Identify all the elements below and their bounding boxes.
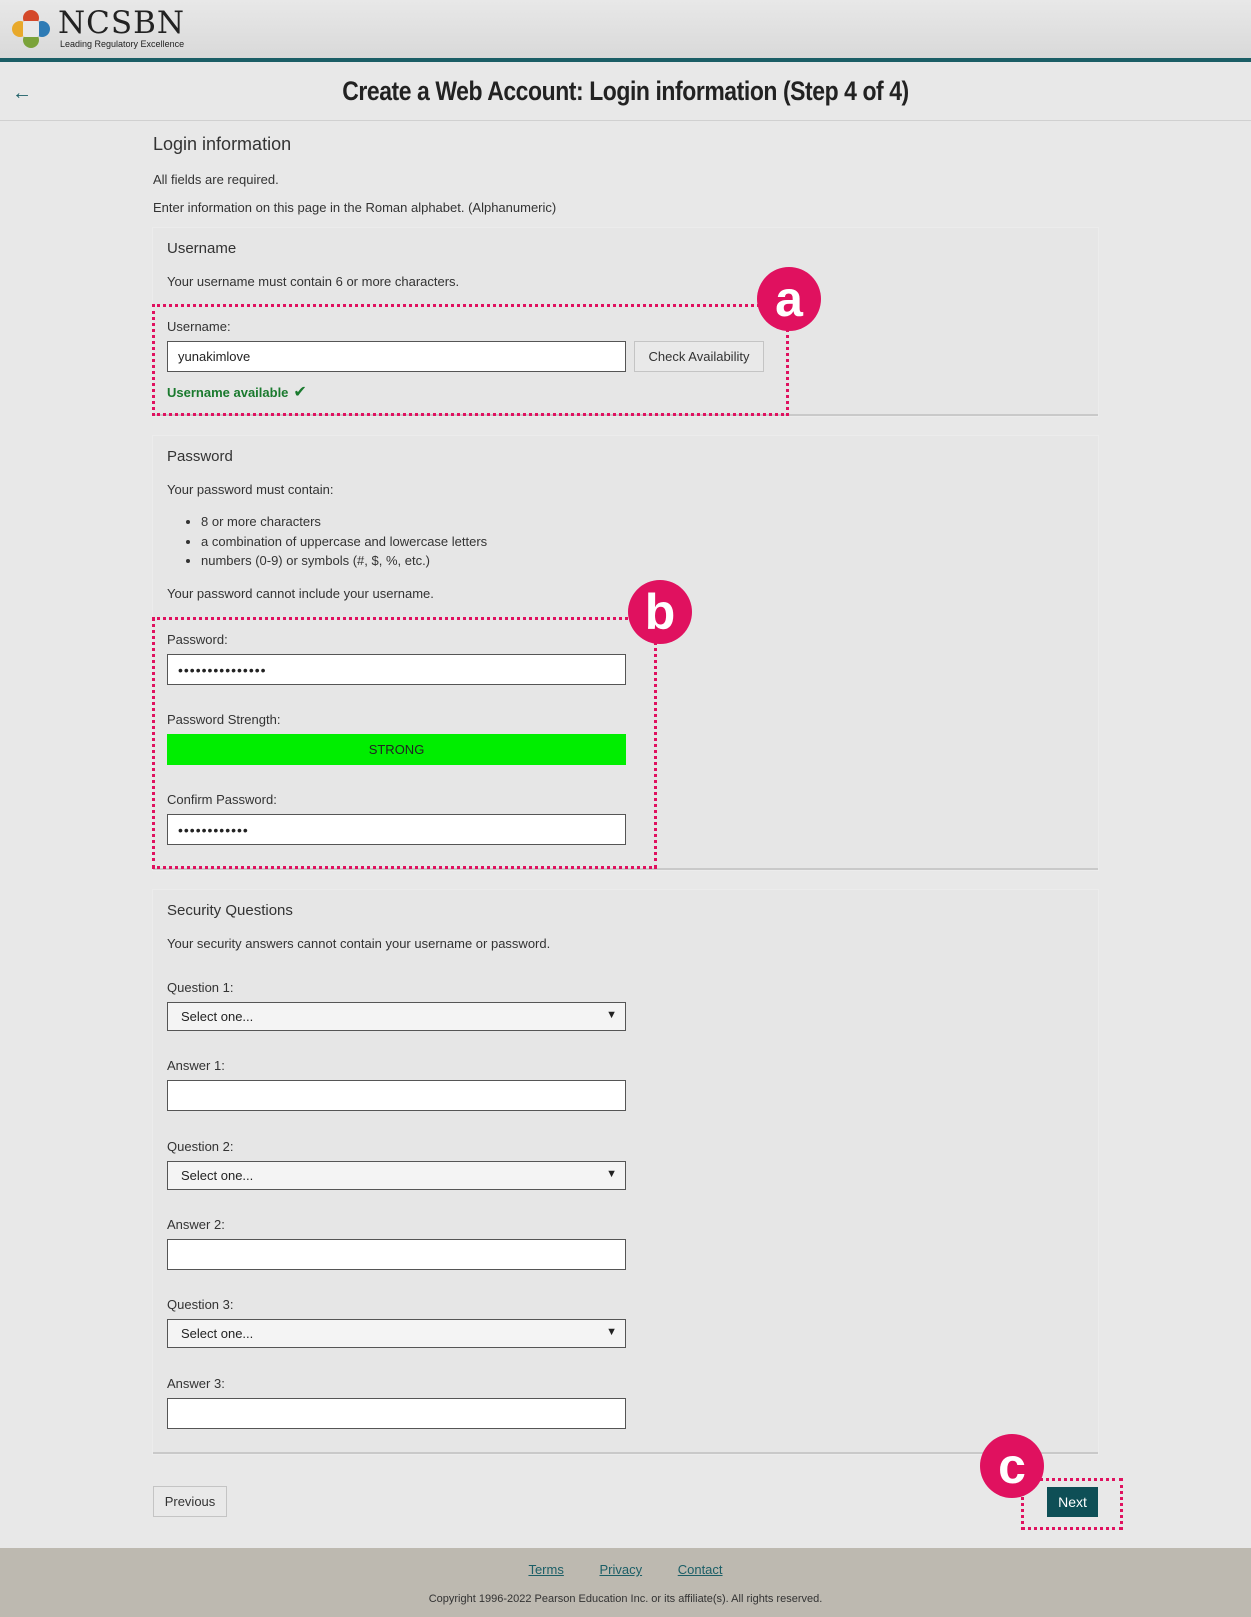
checkmark-icon: ✔ [293, 384, 307, 401]
question-3-select[interactable] [167, 1319, 626, 1348]
answer-2-input[interactable] [167, 1239, 626, 1270]
footer [0, 1548, 1251, 1617]
next-button[interactable]: Next [1047, 1487, 1098, 1517]
intro-section [153, 134, 557, 215]
contact-link[interactable]: Contact [677, 1562, 723, 1577]
section-title: Login information [153, 134, 292, 154]
answer-1-input[interactable] [167, 1080, 626, 1111]
question-1-label: Question 1: [167, 980, 234, 995]
list-item: • a combination of uppercase and lowercase letters [201, 534, 487, 554]
alphabet-note: Enter information on this page in the Roman alphabet. (Alphanumeric) [153, 200, 557, 215]
list-item: • 8 or more characters [201, 514, 487, 534]
answer-1-label: Answer 1: [167, 1058, 225, 1073]
previous-button[interactable]: Previous [153, 1486, 227, 1517]
annotation-badge-c: c [980, 1434, 1044, 1498]
answer-3-label: Answer 3: [167, 1376, 225, 1391]
username-title: Username [167, 240, 237, 257]
security-questions-card [153, 890, 1098, 1454]
footer-links [0, 1562, 1251, 1577]
password-strength-label: Password Strength: [167, 712, 281, 727]
arrow-left-icon[interactable]: ← [12, 82, 32, 104]
question-1-select[interactable] [167, 1002, 626, 1031]
annotation-box-b [152, 617, 657, 869]
question-1-value: Select one... [181, 1009, 254, 1024]
password-input[interactable]: ••••••••••••••• [167, 654, 626, 685]
logo-tagline: Leading Regulatory Excellence [60, 39, 185, 49]
question-2-value: Select one... [181, 1168, 254, 1183]
copyright-text: Copyright 1996-2022 Pearson Education Inc. or its affiliate(s). All rights reserved. [428, 1593, 823, 1605]
answer-3-input[interactable] [167, 1398, 626, 1429]
logo-name: NCSBN [58, 5, 185, 41]
confirm-password-input[interactable]: •••••••••••• [167, 814, 626, 845]
ncsbn-logo[interactable] [12, 5, 185, 49]
username-status-text: Username available [167, 384, 289, 400]
security-note: Your security answers cannot contain your username or password. [167, 936, 551, 951]
username-rule: Your username must contain 6 or more characters. [167, 274, 460, 289]
terms-link[interactable]: Terms [528, 1562, 564, 1577]
logo-mark-icon [12, 10, 50, 48]
question-2-select[interactable] [167, 1161, 626, 1190]
answer-2-label: Answer 2: [167, 1217, 225, 1232]
password-exclusion-note: Your password cannot include your username. [167, 586, 434, 601]
password-rules-list [201, 514, 487, 573]
question-3-value: Select one... [181, 1326, 254, 1341]
username-input[interactable]: yunakimlove [167, 341, 626, 372]
list-item: • numbers (0-9) or symbols (#, $, %, etc.) [201, 553, 487, 573]
check-availability-button[interactable]: Check Availability [634, 341, 764, 372]
password-title: Password [167, 448, 233, 465]
privacy-link[interactable]: Privacy [599, 1562, 643, 1577]
annotation-badge-b: b [628, 580, 692, 644]
chevron-down-icon: ▼ [606, 1326, 617, 1338]
username-label: Username: [167, 319, 231, 334]
question-2-label: Question 2: [167, 1139, 234, 1154]
page-title: Create a Web Account: Login information (Step 4 of 4) [342, 76, 909, 106]
password-strength-bar: STRONG [167, 734, 626, 765]
chevron-down-icon: ▼ [606, 1168, 617, 1180]
required-note: All fields are required. [153, 172, 279, 187]
title-bar [0, 66, 1251, 121]
question-3-label: Question 3: [167, 1297, 234, 1312]
annotation-badge-a: a [757, 267, 821, 331]
password-rules-intro: Your password must contain: [167, 482, 334, 497]
password-label: Password: [167, 632, 228, 647]
confirm-password-label: Confirm Password: [167, 792, 277, 807]
top-bar [0, 0, 1251, 62]
chevron-down-icon: ▼ [606, 1009, 617, 1021]
annotation-box-a [152, 304, 789, 416]
security-title: Security Questions [167, 902, 293, 919]
